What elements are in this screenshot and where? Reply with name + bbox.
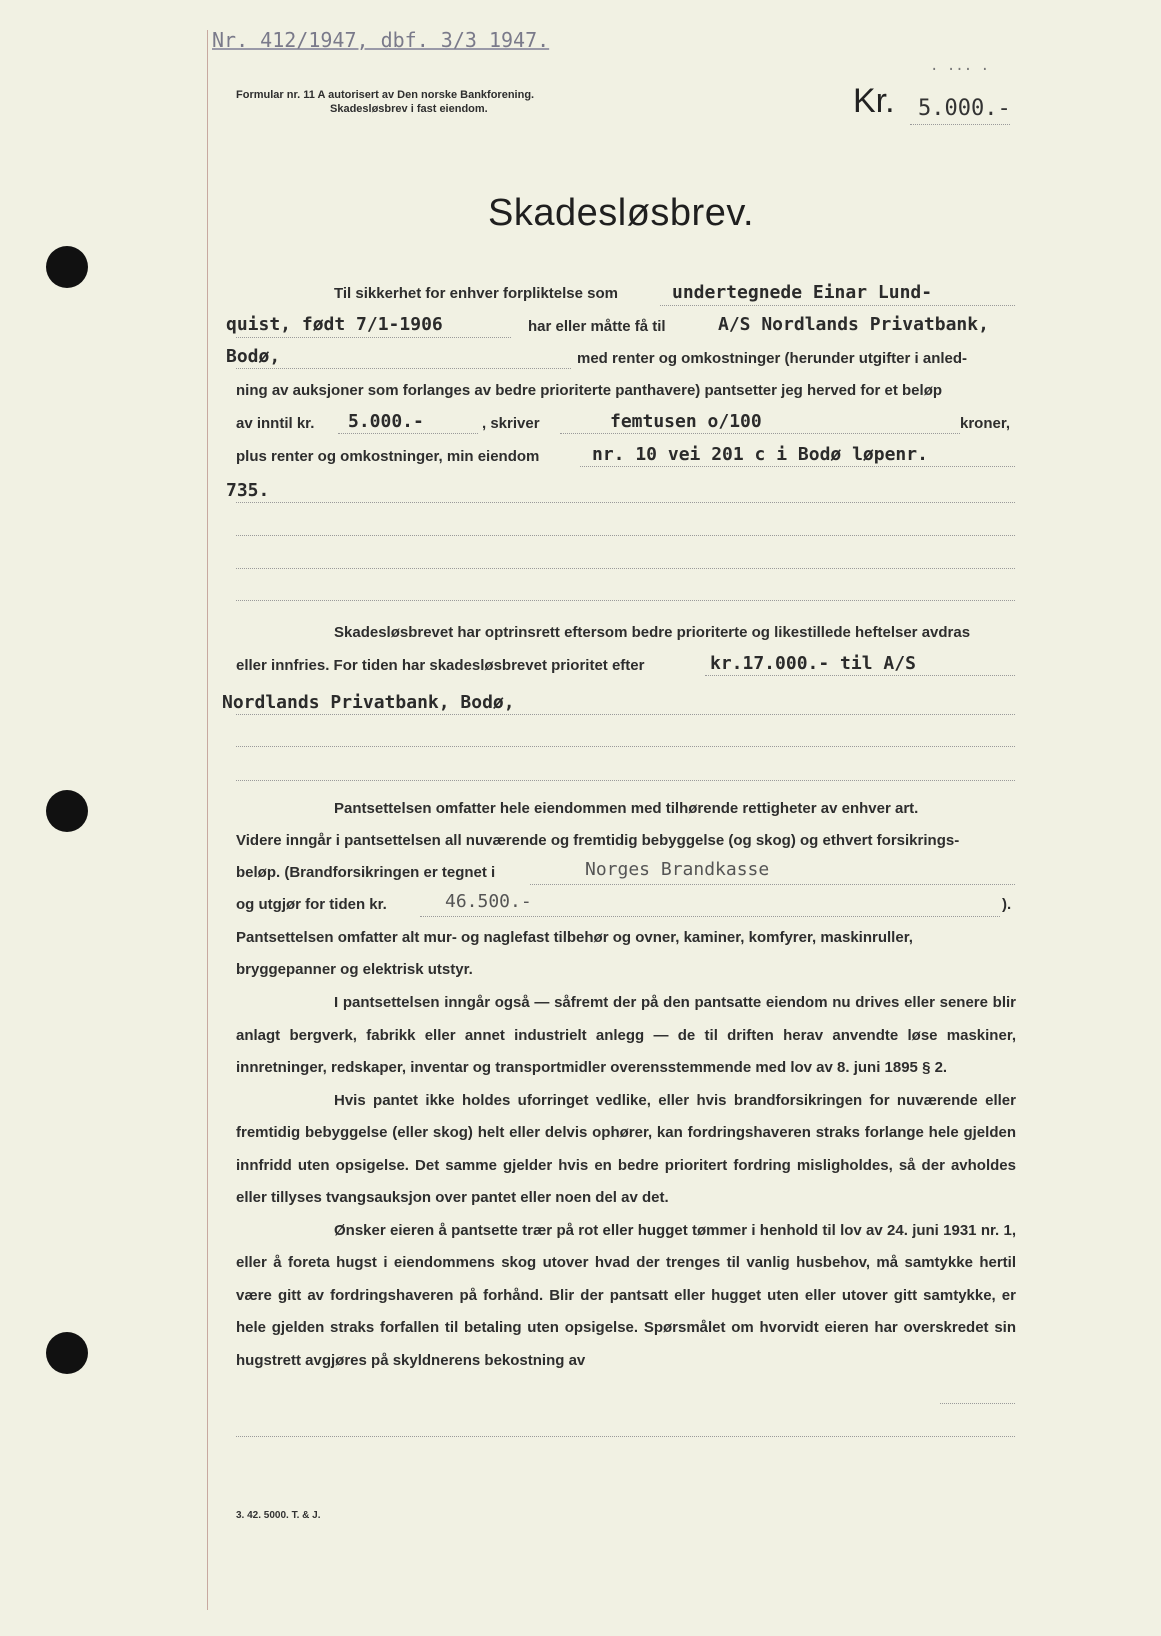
s1-typed-5b: femtusen o/100 <box>610 411 762 432</box>
kr-line <box>910 124 1010 125</box>
punch-hole-top <box>46 246 88 288</box>
s1-typed-3: Bodø, <box>226 346 281 367</box>
s1-line-9 <box>236 568 1015 569</box>
form-note-line1: Formular nr. 11 A autorisert av Den norske Bankforening. <box>236 89 535 101</box>
form-note <box>236 88 534 116</box>
p-line-end <box>940 1403 1015 1404</box>
s3-text-3: beløp. (Brandforsikringen er tegnet i <box>236 864 496 881</box>
s3-text-2: Videre inngår i pantsettelsen all nuværende og fremtidig bebyggelse (og skog) og ethvert forsikrings- <box>236 832 960 849</box>
kr-label: Kr. <box>853 82 895 120</box>
s1-line-2 <box>236 337 511 338</box>
kr-amount: 5.000.- <box>918 96 1011 121</box>
s3-line-3 <box>530 884 1015 885</box>
s1-line-7 <box>236 502 1015 503</box>
document-number: Nr. 412/1947, dbf. 3/3 1947. <box>212 28 550 52</box>
form-note-line2: Skadesløsbrev i fast eiendom. <box>330 103 488 115</box>
s3-text-4: og utgjør for tiden kr. <box>236 896 387 913</box>
s3-typed-3: Norges Brandkasse <box>585 859 770 880</box>
s1-line-10 <box>236 600 1015 601</box>
paragraph-industrial: I pantsettelsen inngår også — såfremt der på den pantsatte eiendom nu drives eller senere blir anlagt bergverk, fabrikk eller annet industrielt anlegg — de til driften herav anvendte løse maskiner, innretninger, redskaper, inventar og transportmidler overensstemmende med lov av 8. juni 1895 § 2. <box>236 994 1016 1076</box>
s2-typed-2: kr.17.000.- til A/S <box>710 653 916 674</box>
s1-typed-6: nr. 10 vei 201 c i Bodø løpenr. <box>592 444 928 465</box>
paragraph-timber: Ønsker eieren å pantsette trær på rot eller hugget tømmer i henhold til lov av 24. juni 1931 nr. 1, eller å foreta hugst i eiendommens skog utover hvad der trenges til vanlig husbehov, må samtykke hertil være gitt av fordringshaveren på forhånd. Blir der pantsatt eller hugget uten eller utover gitt samtykke, er hele gjelden straks forfallen til betaling uten opsigelse. Spørsmålet om hvorvidt eieren har overskredet sin hugstrett avgjøres på skyldnerens bekostning av <box>236 1221 1016 1369</box>
corner-mark: . ... . <box>930 58 990 74</box>
s1-line-5a <box>338 433 478 434</box>
s3-typed-4: 46.500.- <box>445 891 532 912</box>
s3-text-5: Pantsettelsen omfatter alt mur- og naglefast tilbehør og ovner, kaminer, komfyrer, maskinruller, <box>236 929 913 946</box>
s1-typed-1: undertegnede Einar Lund- <box>672 282 933 303</box>
s3-text-6: bryggepanner og elektrisk utstyr. <box>236 961 473 978</box>
s1-line-8 <box>236 535 1015 536</box>
s2-line-2 <box>705 675 1015 676</box>
s1-line-6 <box>580 466 1015 467</box>
s1-text-2: har eller måtte få til <box>528 318 666 335</box>
s1-typed-2b: A/S Nordlands Privatbank, <box>718 314 989 335</box>
s1-text-6: plus renter og omkostninger, min eiendom <box>236 448 540 465</box>
punch-hole-middle <box>46 790 88 832</box>
punch-hole-bottom <box>46 1332 88 1374</box>
margin-line <box>207 30 208 1610</box>
s3-line-4 <box>420 916 1000 917</box>
s1-text-3: med renter og omkostninger (herunder utgifter i anled- <box>577 350 968 367</box>
body-paragraphs <box>236 987 1016 1377</box>
s1-typed-7: 735. <box>226 480 270 501</box>
s3-text-4-end: ). <box>1002 896 1012 913</box>
s1-line-3 <box>236 368 571 369</box>
s2-text-1: Skadesløsbrevet har optrinsrett eftersom bedre prioriterte og likestillede heftelser avdras <box>334 624 971 641</box>
s1-text-5b: , skriver <box>482 415 540 432</box>
s2-line-3 <box>236 714 1015 715</box>
s1-typed-2: quist, født 7/1-1906 <box>226 314 443 335</box>
s1-typed-5: 5.000.- <box>348 411 424 432</box>
s2-typed-3: Nordlands Privatbank, Bodø, <box>222 692 515 713</box>
paragraph-maintenance: Hvis pantet ikke holdes uforringet vedlike, eller hvis brandforsikringen for nuværende eller fremtidig bebyggelse (eller skog) helt eller delvis ophører, kan fordringshaveren straks forlange hele gjelden innfridd uten opsigelse. Det samme gjelder hvis en bedre prioritert fordring misligholdes, så der avholdes eller tillyses tvangsauksjon over pantet eller noen del av det. <box>236 1091 1016 1206</box>
s2-text-2: eller innfries. For tiden har skadesløsbrevet prioritet efter <box>236 657 645 674</box>
s3-text-1: Pantsettelsen omfatter hele eiendommen med tilhørende rettigheter av enhver art. <box>334 800 919 817</box>
document-title: Skadesløsbrev. <box>488 192 755 234</box>
s1-text-5a: av inntil kr. <box>236 415 315 432</box>
s1-text-5c: kroner, <box>960 415 1011 432</box>
p-line-extra <box>236 1436 1015 1437</box>
s2-line-5 <box>236 780 1015 781</box>
s1-line-5b <box>560 433 960 434</box>
s1-line-1 <box>660 305 1015 306</box>
footer-print-code: 3. 42. 5000. T. & J. <box>236 1510 321 1521</box>
s1-text-1: Til sikkerhet for enhver forpliktelse som <box>334 285 618 302</box>
s2-line-4 <box>236 746 1015 747</box>
s1-text-4: ning av auksjoner som forlanges av bedre prioriterte panthavere) pantsetter jeg herved for et beløp <box>236 382 943 399</box>
